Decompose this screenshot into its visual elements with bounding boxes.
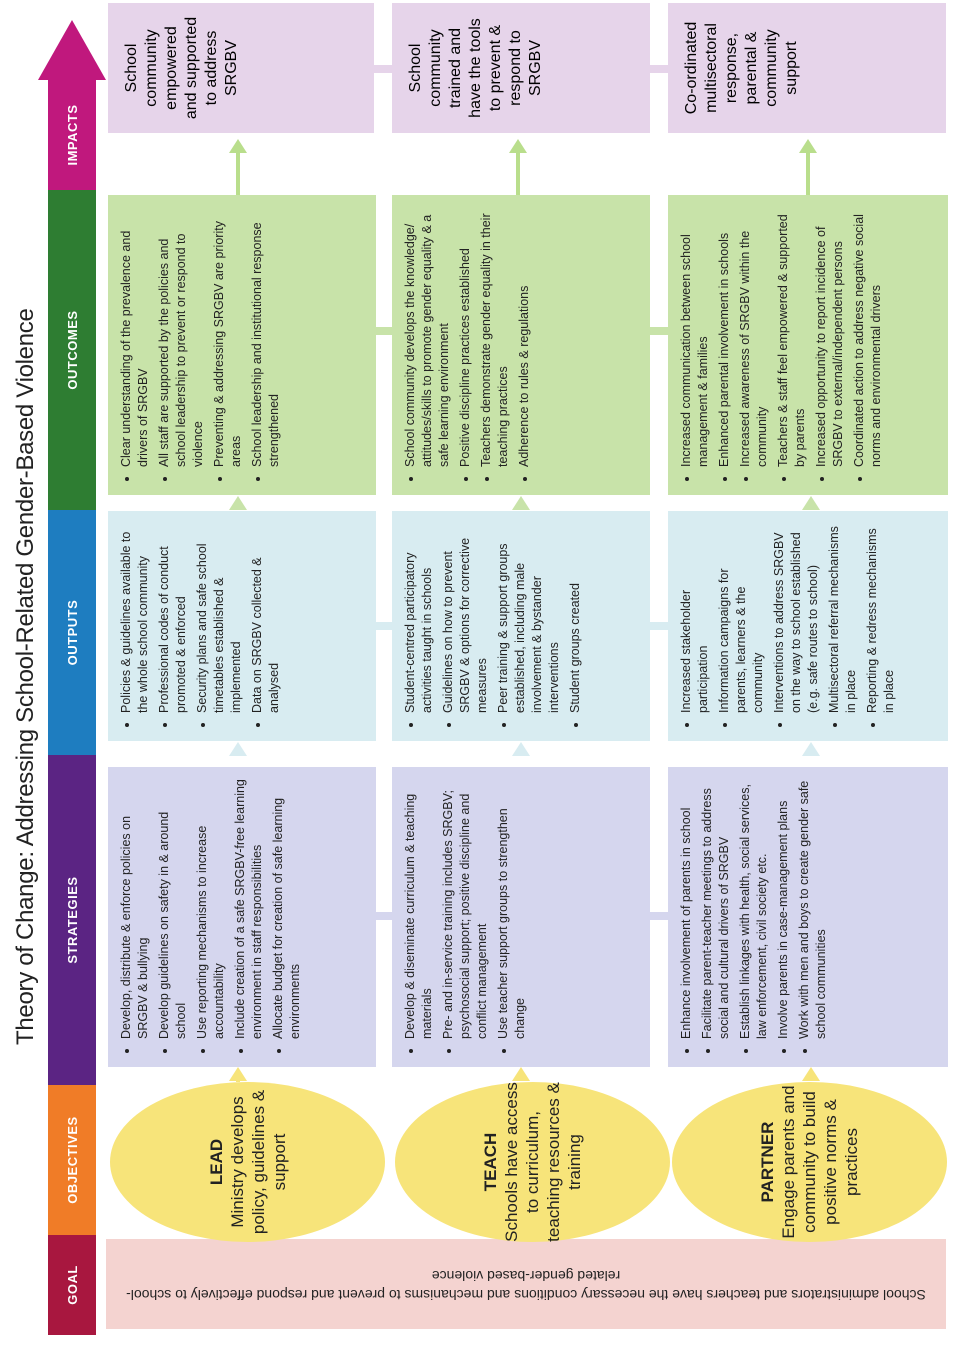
- connector: [374, 65, 392, 73]
- list-item: • Enhance involvement of parents in school: [678, 779, 695, 1039]
- arrow-right-icon: [799, 139, 817, 153]
- list-item: • Increased awareness of SRGBV within the community: [737, 207, 771, 467]
- list-item: • Use teacher support groups to strengthen change: [495, 779, 529, 1039]
- objective-body: Ministry develops policy, guidelines & support: [227, 1089, 289, 1235]
- outcomes-box-teach: [392, 195, 650, 495]
- list-item: • Develop guidelines on safety in & around school: [156, 779, 190, 1039]
- connector: [650, 65, 668, 73]
- list-item: • Preventing & addressing SRGBV are priority areas: [211, 207, 245, 467]
- outcomes-box-lead: [108, 195, 376, 495]
- list-item: • Adherence to rules & regulations: [516, 207, 533, 467]
- objective-head: LEAD: [206, 1138, 226, 1186]
- list-item: • Security plans and safe school timetables established & implemented: [194, 523, 245, 713]
- outputs-box-partner: [668, 511, 948, 741]
- flow-line: [516, 151, 520, 195]
- list-item: • Establish linkages with health, social services, law enforcement, civil society etc.: [737, 779, 771, 1039]
- impact-box-partner: [668, 3, 946, 133]
- arrow-right-icon: [509, 139, 527, 153]
- list-item: • Clear understanding of the prevalence and drivers of SRGBV: [118, 207, 152, 467]
- list-item: • Increased opportunity to report incidence of SRGBV to external/independent persons: [813, 207, 847, 467]
- objective-body: Engage parents and community to build positive norms & practices: [779, 1085, 861, 1239]
- connector: [650, 327, 668, 335]
- goal-text: School administrators and teachers have the necessary conditions and mechanisms to prevent and respond effectively to school-related gender-based violence: [126, 1268, 926, 1303]
- band-impacts: IMPACTS: [48, 80, 96, 190]
- list-item: • Professional codes of conduct promoted & enforced: [156, 523, 190, 713]
- band-strategies: STRATEGIES: [48, 755, 96, 1085]
- band-outputs: OUTPUTS: [48, 510, 96, 755]
- arrow-right-icon: [229, 1067, 247, 1081]
- list-item: • Increased stakeholder participation: [678, 523, 712, 713]
- list-item: • Pre- and in-service training includes SRGBV; psychosocial support; positive discipline and conflict management: [440, 779, 491, 1039]
- outputs-box-lead: [108, 511, 376, 741]
- arrow-right-icon: [229, 496, 247, 510]
- band-objectives: OBJECTIVES: [48, 1085, 96, 1235]
- list-item: • Reporting & redress mechanisms in place: [864, 523, 898, 713]
- connector: [376, 622, 392, 630]
- arrow-right-icon: [512, 496, 530, 510]
- flow-line: [236, 151, 240, 195]
- list-item: • Coordinated action to address negative social norms and environmental drivers: [851, 207, 885, 467]
- objective-head: PARTNER: [758, 1121, 777, 1203]
- arrow-right-icon: [512, 1067, 530, 1081]
- list-item: • Policies & guidelines available to the whole school community: [118, 523, 152, 713]
- impact-text: Co-ordinated multisectoral response, parental & community support: [683, 21, 800, 115]
- flow-line: [806, 151, 810, 195]
- connector: [376, 327, 392, 335]
- list-item: • Student-centred participatory activities taught in schools: [402, 523, 436, 713]
- list-item: • Use reporting mechanisms to increase accountability: [194, 779, 228, 1039]
- list-item: • Include creation of a safe SRGBV-free learning environment in staff responsibilities: [232, 779, 266, 1039]
- objective-partner: [672, 1082, 947, 1242]
- arrow-right-icon: [802, 742, 820, 756]
- list-item: • Develop, distribute & enforce policies on SRGBV & bullying: [118, 779, 152, 1039]
- list-item: • Involve parents in case-management plans: [775, 779, 792, 1039]
- arrow-right-icon: [229, 742, 247, 756]
- list-item: • Teachers & staff feel empowered & supported by parents: [775, 207, 809, 467]
- list-item: • Facilitate parent-teacher meetings to address social and cultural drivers of SRGBV: [699, 779, 733, 1039]
- impact-box-teach: [392, 3, 650, 133]
- list-item: • School leadership and institutional response strengthened: [249, 207, 283, 467]
- connector: [376, 912, 392, 920]
- arrow-right-icon: [229, 139, 247, 153]
- strategies-box-lead: [108, 767, 376, 1067]
- band-outcomes: OUTCOMES: [48, 190, 96, 510]
- arrow-right-icon: [512, 742, 530, 756]
- list-item: • Guidelines on how to prevent SRGBV & options for corrective measures: [440, 523, 491, 713]
- goal-box: [106, 1239, 946, 1329]
- list-item: • All staff are supported by the policies and school leadership to prevent or respond to violence: [156, 207, 207, 467]
- strategies-box-partner: [668, 767, 948, 1067]
- band-goal: GOAL: [48, 1235, 96, 1335]
- outcomes-box-partner: [668, 195, 948, 495]
- objective-body: Schools have access to curriculum, teaching resources & training: [502, 1082, 584, 1242]
- list-item: • Student groups created: [567, 523, 584, 713]
- diagram-title: Theory of Change: Addressing School-Related Gender-Based Violence: [12, 308, 39, 1045]
- outputs-box-teach: [392, 511, 650, 741]
- objective-head: TEACH: [481, 1132, 500, 1192]
- list-item: • School community develops the knowledge/ attitudes/skills to promote gender equality & a safe learning environment: [402, 207, 453, 467]
- impact-text: School community empowered and supported to address SRGBV: [123, 16, 240, 120]
- list-item: • Multisectoral referral mechanisms in place: [826, 523, 860, 713]
- impacts-arrow-icon: [38, 20, 106, 80]
- list-item: • Peer training & support groups established, including male involvement & bystander interventions: [495, 523, 563, 713]
- connector: [650, 912, 668, 920]
- list-item: • Data on SRGBV collected & analysed: [249, 523, 283, 713]
- connector: [650, 622, 668, 630]
- list-item: • Allocate budget for creation of safe learning environments: [270, 779, 304, 1039]
- list-item: • Interventions to address SRGBV on the way to school established (e.g. safe routes to school): [771, 523, 822, 713]
- objective-lead: [110, 1082, 385, 1242]
- objective-teach: [395, 1082, 670, 1242]
- impact-text: School community trained and have the tools to prevent & respond to SRGBV: [407, 18, 544, 118]
- list-item: • Enhanced parental involvement in schools: [716, 207, 733, 467]
- strategies-box-teach: [392, 767, 650, 1067]
- list-item: • Develop & diseminate curriculum & teaching materials: [402, 779, 436, 1039]
- list-item: • Work with men and boys to create gender safe school communities: [796, 779, 830, 1039]
- list-item: • Positive discipline practices established: [457, 207, 474, 467]
- list-item: • Information campaigns for parents, learners & the community: [716, 523, 767, 713]
- impact-box-lead: [108, 3, 374, 133]
- list-item: • Teachers demonstrate gender equality in their teaching practices: [478, 207, 512, 467]
- arrow-right-icon: [802, 496, 820, 510]
- list-item: • Increased communication between school management & families: [678, 207, 712, 467]
- arrow-right-icon: [802, 1067, 820, 1081]
